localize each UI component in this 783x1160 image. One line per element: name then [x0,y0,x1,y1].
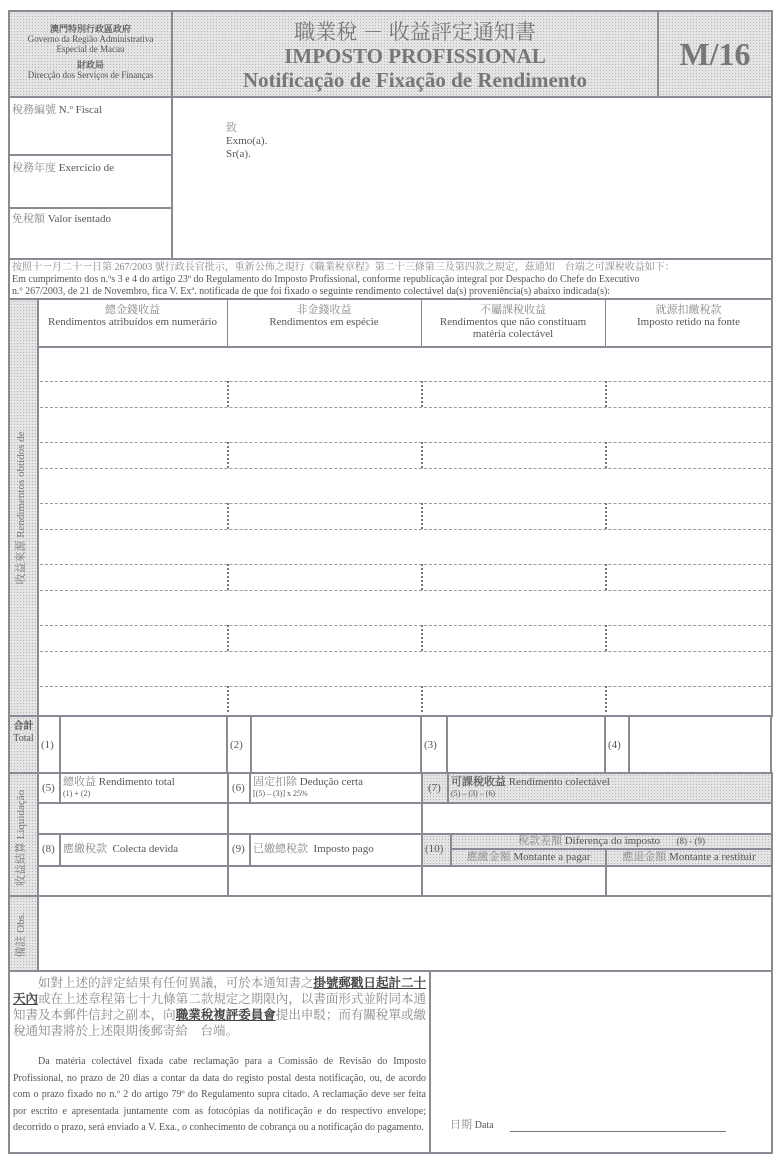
fiscal-pt: N.º Fiscal [58,104,102,116]
refund-pt: Montante a restituir [668,851,756,863]
row-line [40,651,771,652]
column-header-zh: 不屬課稅收益 [480,304,546,316]
l7-zh: 可課稅收益 [451,776,506,788]
l6-zh: 固定扣除 [253,776,297,788]
total-num-text: (3) [424,739,437,751]
total-value-4[interactable] [604,715,772,774]
income-source-text: 收益來源 Rendimentos obtidos de [15,431,27,585]
exempt-zh: 免稅額 [12,213,45,225]
column-header-3 [425,304,601,340]
year-pt: Exercício de [58,162,115,174]
form-code-block [657,10,773,98]
title-pt-2: Notificação de Fixação de Rendimento [242,68,588,92]
date-pt: Data [474,1120,494,1131]
total-num-text: (1) [41,739,54,751]
taxable-income-label [447,772,773,804]
l10-zh: 稅款差額 [517,835,562,847]
tax-paid-value[interactable] [227,865,423,897]
n10 [421,833,452,867]
n6-text: (6) [232,782,245,794]
total-label [8,715,39,774]
appeal-zh-e: 提出申駁；而有關稅單或繳稅通知書將於上述限期後郵寄給 台端。 [13,1008,426,1038]
total-num-text: (4) [608,739,621,751]
notice-pt-1: Em cumprimento dos n.ºs 3 e 4 do artigo 23º do Regulamento do Imposto Profissional, conforme republicação integral por Despacho do Chefe do Executivo [12,274,640,285]
l9-zh: 已繳總稅款 [253,843,308,855]
total-value-3[interactable] [420,715,606,774]
exempt-value-field[interactable] [8,207,173,260]
l5-pt: Rendimento total [98,776,175,788]
settlement-text: 收益結算 Liquidação [15,789,27,887]
year-zh: 稅務年度 [12,162,56,174]
column-header-4 [609,304,768,328]
form-code: M/16 [679,36,751,72]
column-header-pt: Imposto retido na fonte [637,316,740,328]
l8-pt: Colecta devida [112,843,179,855]
appeal-zh-a: 如對上述的評定結果有任何異議，可於本通知書之 [38,976,314,990]
n9 [227,833,251,867]
income-row[interactable] [40,686,771,712]
total-num-text: (2) [230,739,243,751]
gov-pt-2: Especial de Macau [56,44,125,54]
title-zh: 職業稅 － 收益評定通知書 [294,20,536,44]
l8-zh: 應繳稅款 [63,843,107,855]
f7: (5) – (3) – (6) [451,789,495,798]
to-line-1: Exmo(a). [226,135,268,147]
addressee-block [171,96,773,260]
income-row[interactable] [40,564,771,590]
column-header-zh: 非金錢收益 [296,304,352,316]
notice-pt-2: n.º 267/2003, de 21 de Novembro, fica V. Exª. notificada de que foi fixado o seguinte rendimento colectável da(s) proveniência(s) abaixo indicada(s): [12,286,611,297]
total-income-value[interactable] [37,802,229,835]
total-value-1[interactable] [37,715,228,774]
amount-to-pay-value[interactable] [421,865,607,897]
column-divider [227,300,228,346]
date-zh: 日期 [450,1119,472,1131]
f6: [(5) – (3)] x 25% [253,789,308,798]
obs-label [8,895,39,972]
title-pt-1: IMPOSTO PROFISSIONAL [284,44,546,68]
dept-pt: Direcção dos Serviços de Finanças [27,70,154,80]
row-line [40,407,771,408]
deduction-label [249,772,423,804]
settlement-label [8,772,39,897]
column-header-pt: Rendimentos que não constituam matéria colectável [439,316,587,340]
n6 [227,772,251,804]
income-row[interactable] [40,381,771,407]
income-row[interactable] [40,442,771,468]
appeal-zh-b: 掛號郵戳日起計二十天內 [13,976,426,1006]
tax-paid-label [249,833,423,867]
l6-pt: Dedução certa [299,776,363,788]
n8-text: (8) [42,843,55,855]
tax-due-label [59,833,229,867]
f10: (8) - (9) [676,836,706,846]
l7-pt: Rendimento colectável [508,776,610,788]
pay-pt: Montante a pagar [513,851,591,863]
notice-text [8,258,773,300]
n8 [37,833,61,867]
column-header-zh: 就源扣繳稅款 [655,304,722,316]
total-zh: 合計 [13,721,34,732]
appeal-pt: Da matéria colectável fixada cabe reclamação para a Comissão de Revisão do Imposto Profissional, no prazo de 20 dias a contar da data do registo postal desta notificação, ou, de acordo com o prazo fixado no n.º 2 do artigo 79º do Regulamento supra citado. A reclamação deve ser feita por escrito e apresentada juntamente com as fotocópias da notificação e do respectivo envelope; decorrido o prazo, será enviado a V. Exa., o conhecimento de cobrança ou a notificação do pagamento. [13,1056,426,1133]
taxable-income-value[interactable] [421,802,773,835]
l5-zh: 總收益 [63,776,96,788]
fiscal-zh: 稅務編號 [12,104,56,116]
f5: (1) + (2) [63,789,91,798]
column-divider [421,300,422,346]
dept-zh: 財政局 [76,60,104,70]
n7-text: (7) [428,782,441,794]
column-divider [605,300,606,346]
n10-text: (10) [425,843,444,855]
income-row[interactable] [40,625,771,651]
row-line [40,468,771,469]
gov-zh: 澳門特別行政區政府 [49,24,131,34]
column-header-pt: Rendimentos atribuídos em numerário [48,316,217,328]
n5 [37,772,61,804]
gov-pt-1: Governo da Região Administrativa [27,34,154,44]
total-pt: Total [13,733,34,744]
n9-text: (9) [232,843,245,855]
l9-pt: Imposto pago [313,843,374,855]
column-header-pt: Rendimentos em espécie [269,316,379,328]
date-signature-line[interactable] [510,1131,726,1132]
n7 [421,772,449,804]
appeal-zh-c: 或在上述章程第七十九條第二款規定之期限內，以書面形式並附同本通知書及本郵件信封之副本，向 [13,992,426,1022]
issuer-block [8,10,173,98]
income-source-label [8,298,39,717]
amount-to-refund-value[interactable] [605,865,773,897]
column-header-2 [231,304,417,328]
to-line-2: Sr(a). [226,148,251,160]
obs-text: 備註 Obs. [15,912,27,958]
column-header-zh: 總金錢收益 [105,304,160,316]
row-line [40,590,771,591]
to-zh: 致 [226,122,237,134]
exempt-pt: Valor isentado [47,213,111,225]
appeal-notice [8,970,431,1154]
total-value-2[interactable] [226,715,422,774]
total-income-label [59,772,229,804]
tax-due-value[interactable] [37,865,229,897]
tax-year-field[interactable] [8,154,173,209]
row-line [40,529,771,530]
deduction-value[interactable] [227,802,423,835]
n5-text: (5) [42,782,55,794]
notice-zh: 按照十一月二十一日第 267/2003 號行政長官批示，重新公佈之現行《職業稅章程》第二十三條第三及第四款之規定，茲通知 台端之可課稅收益如下： [12,262,675,273]
refund-zh: 應退金額 [622,851,667,863]
obs-field[interactable] [37,895,773,972]
column-header-1 [42,304,223,328]
pay-zh: 應繳金額 [466,851,511,863]
income-row[interactable] [40,503,771,529]
title-block [171,10,659,98]
fiscal-number-field[interactable] [8,96,173,156]
l10-pt: Diferença do imposto [564,835,661,847]
appeal-zh-d: 職業稅複評委員會 [175,1008,276,1022]
